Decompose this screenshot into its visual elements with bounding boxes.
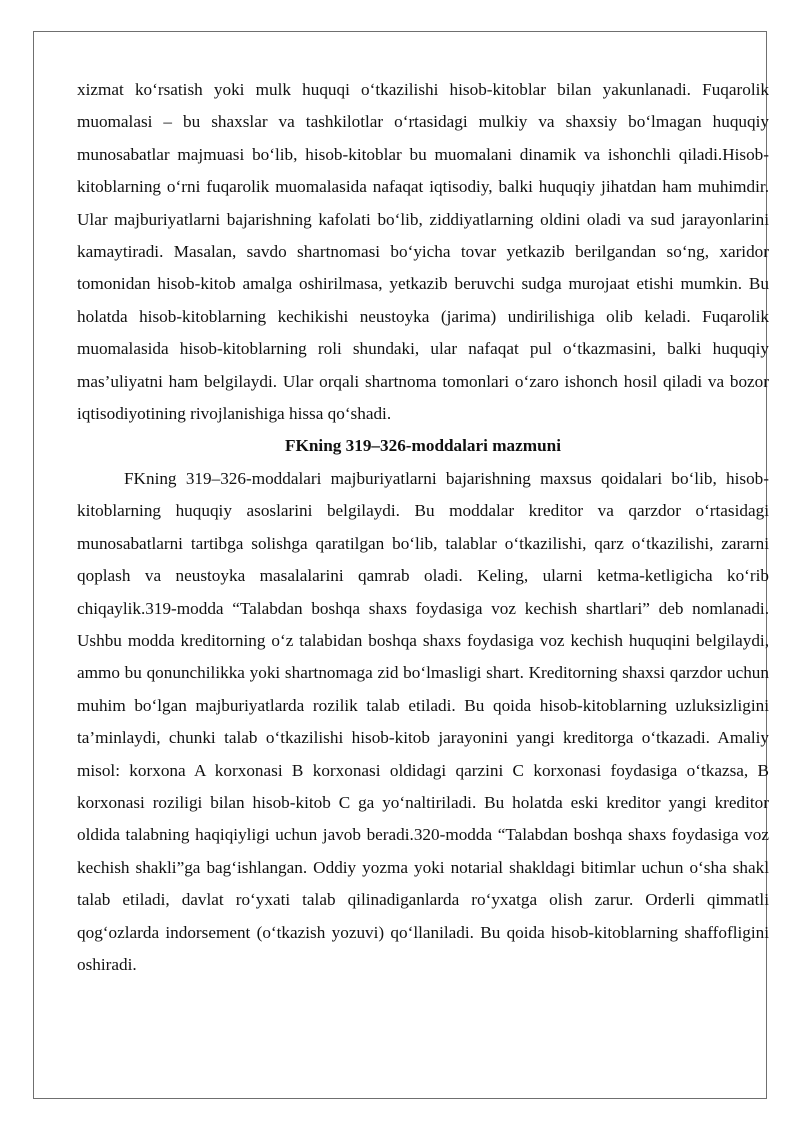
paragraph-articles: FKning 319–326-moddalari majburiyatlarni bajarishning maxsus qoidalari bo‘lib, hisob-kitoblarning huquqiy asoslarini belgilaydi. Bu moddalar kreditor va qarzdor o‘rtasidagi munosabatlarni tartibga solishga qaratilgan bo‘lib, talablar o‘tkazilishi, qarz o‘tkazilishi, zararni qoplash va neustoyka masalalarini qamrab oladi. Keling, ularni ketma-ketligicha ko‘rib chiqaylik.319-modda “Talabdan boshqa shaxs foydasiga voz kechish shartlari” deb nomlanadi. Ushbu modda kreditorning o‘z talabidan boshqa shaxs foydasiga voz kechish huquqini belgilaydi, ammo bu qonunchilikka yoki shartnomaga zid bo‘lmasligi shart. Kreditorning shaxsi qarzdor uchun muhim bo‘lgan majburiyatlarda rozilik talab etiladi. Bu qoida hisob-kitoblarning uzluksizligini ta’minlaydi, chunki talab o‘tkazilishi hisob-kitob jarayonini yangi kreditorga o‘tkazadi. Amaliy misol: korxona A korxonasi B korxonasi oldidagi qarzini C korxonasi foydasiga o‘tkazsa, B korxonasi roziligi bilan hisob-kitob C ga yo‘naltiriladi. Bu holatda eski kreditor yangi kreditor oldida talabning haqiqiyligi uchun javob beradi.320-modda “Talabdan boshqa shaxs foydasiga voz kechish shakli”ga bag‘ishlangan. Oddiy yozma yoki notarial shakldagi bitimlar uchun o‘sha shakl talab etiladi, davlat ro‘yxati talab qilinadiganlarda ro‘yxatga olish zarur. Orderli qimmatli qog‘ozlarda indorsement (o‘tkazish yozuvi) qo‘llaniladi. Bu qoida hisob-kitoblarning shaffofligini oshiradi. [77, 468, 769, 974]
document-body [77, 74, 769, 981]
section-heading: FKning 319–326-moddalari mazmuni [285, 436, 561, 456]
paragraph-intro: xizmat ko‘rsatish yoki mulk huquqi o‘tkazilishi hisob-kitoblar bilan yakunlanadi. Fuqarolik muomalasi – bu shaxslar va tashkilotlar o‘rtasidagi mulkiy va shaxsiy bo‘lmagan huquqiy munosabatlar majmuasi bo‘lib, hisob-kitoblar bu muomalani dinamik va ishonchli qiladi.Hisob-kitoblarning o‘rni fuqarolik muomalasida nafaqat iqtisodiy, balki huquqiy jihatdan ham muhimdir. Ular majburiyatlarni bajarishning kafolati bo‘lib, ziddiyatlarning oldini oladi va sud jarayonlarini kamaytiradi. Masalan, savdo shartnomasi bo‘yicha tovar yetkazib berilgandan so‘ng, xaridor tomonidan hisob-kitob amalga oshirilmasa, yetkazib beruvchi sudga murojaat etishi mumkin. Bu holatda hisob-kitoblarning kechikishi neustoyka (jarima) undirilishiga olib keladi. Fuqarolik muomalasida hisob-kitoblarning roli shundaki, ular nafaqat pul o‘tkazmasini, balki huquqiy mas’uliyatni ham belgilaydi. Ular orqali shartnoma tomonlari o‘zaro ishonch hosil qiladi va bozor iqtisodiyotining rivojlanishiga hissa qo‘shadi. [77, 80, 769, 424]
